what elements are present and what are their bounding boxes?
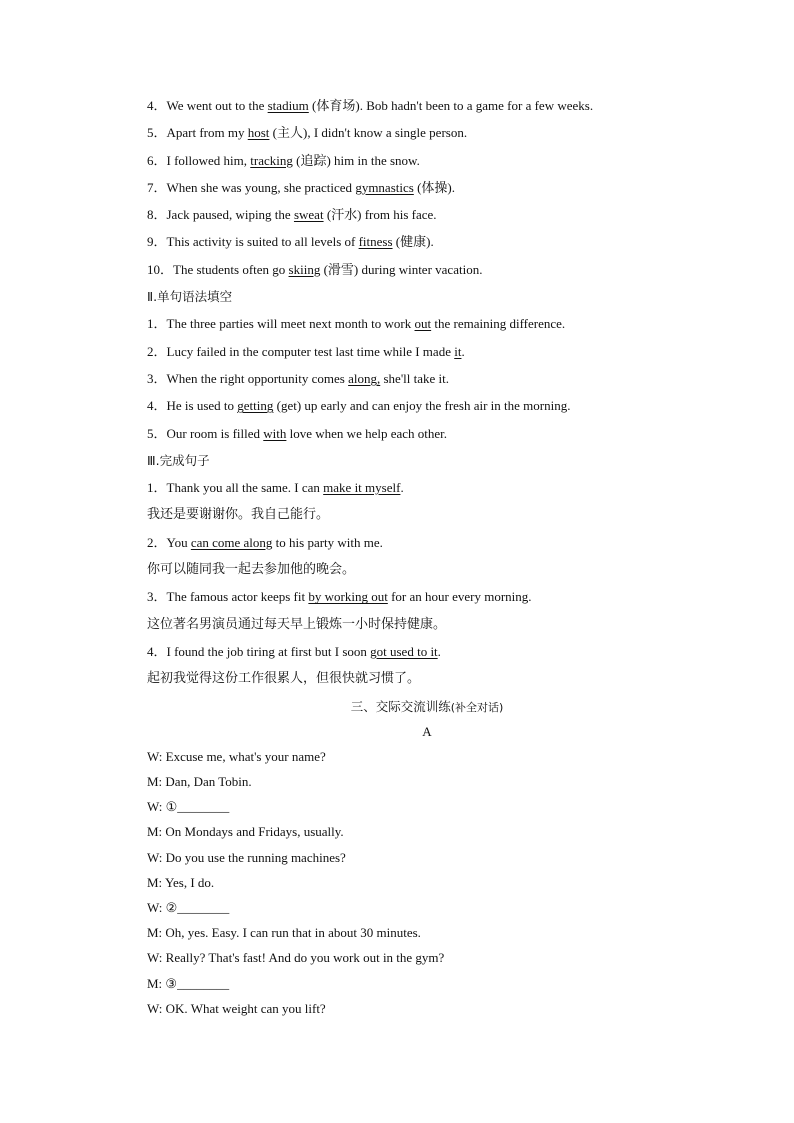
item-text: (滑雪) during winter vacation.	[320, 261, 483, 277]
grammar-item	[147, 365, 707, 392]
grammar-item	[147, 392, 707, 419]
item-text: 1．Thank you all the same. I can	[147, 480, 324, 496]
item-text: 7．When she was young, she practiced	[147, 179, 356, 195]
dialogue-line: M: Oh, yes. Easy. I can run that in about 30 minutes.	[147, 925, 421, 941]
item-text: 2．You	[147, 534, 191, 550]
item-text: 5．Apart from my	[147, 125, 248, 141]
dialogue-line: M: Dan, Dan Tobin.	[147, 774, 252, 790]
item-text: 2．Lucy failed in the computer test last time while I made	[147, 343, 455, 359]
grammar-item	[147, 338, 707, 365]
item-text: she'll take it.	[380, 370, 450, 386]
item-answer: gymnastics	[355, 179, 414, 195]
item-text: the remaining difference.	[431, 316, 566, 332]
item-answer: can come along	[190, 534, 273, 550]
grammar-item	[147, 310, 707, 337]
item-answer: tracking	[250, 152, 293, 168]
dialogue	[147, 744, 707, 1021]
chinese-translation: 这位著名男演员通过每天早上锻炼一小时保持健康。	[147, 616, 447, 632]
item-answer: with	[263, 425, 287, 441]
vocab-item	[147, 256, 707, 283]
item-text: 8．Jack paused, wiping the	[147, 207, 294, 223]
item-answer: got used to it	[370, 643, 438, 659]
sentence-item	[147, 583, 707, 610]
item-text: 9．This activity is suited to all levels of	[147, 234, 359, 250]
vocab-item	[147, 119, 707, 146]
vocab-item	[147, 174, 707, 201]
vocab-item	[147, 147, 707, 174]
item-text: for an hour every morning.	[387, 589, 532, 605]
sentence-item	[147, 474, 707, 501]
item-text: 4．I found the job tiring at first but I soon	[147, 643, 371, 659]
chinese-translation: 起初我觉得这份工作很累人，但很快就习惯了。	[147, 671, 421, 687]
grammar-item	[147, 420, 707, 447]
sentence-item	[147, 529, 707, 556]
worksheet-content	[147, 92, 707, 1021]
item-answer: sweat	[293, 207, 324, 223]
item-text: love when we help each other.	[286, 425, 448, 441]
item-text: .	[437, 643, 441, 659]
item-text: 3．When the right opportunity comes	[147, 370, 349, 386]
dialogue-label: A	[422, 723, 432, 739]
item-text: (体育场). Bob hadn't been to a game for a few weeks.	[308, 98, 594, 113]
sentence-item	[147, 638, 707, 665]
item-text: 3．The famous actor keeps fit	[147, 589, 309, 605]
item-answer: host	[247, 125, 270, 141]
item-text: 4．He is used to	[147, 398, 238, 414]
item-answer: stadium	[267, 98, 309, 113]
item-text: to his party with me.	[272, 534, 383, 550]
dialogue-line: W: Really? That's fast! And do you work out in the gym?	[147, 950, 445, 966]
item-text: 6．I followed him,	[147, 152, 251, 168]
vocab-item	[147, 92, 707, 119]
dialogue-line: W: ②________	[147, 899, 230, 915]
item-text: (主人), I didn't know a single person.	[269, 125, 468, 141]
chinese-translation: 你可以随同我一起去参加他的晚会。	[147, 562, 356, 578]
dialogue-line: M: Yes, I do.	[147, 874, 215, 890]
dialogue-line: W: Do you use the running machines?	[147, 849, 346, 865]
item-answer: out	[414, 316, 432, 332]
item-answer: by working out	[308, 589, 388, 605]
dialogue-line: M: On Mondays and Fridays, usually.	[147, 824, 344, 840]
item-text: .	[461, 343, 465, 359]
section-heading: Ⅲ.完成句子	[147, 452, 210, 468]
dialogue-line: W: Excuse me, what's your name?	[147, 748, 326, 764]
item-answer: make it myself	[323, 480, 401, 496]
item-text: .	[400, 480, 404, 496]
item-text: (汗水) from his face.	[323, 207, 437, 223]
item-text: (追踪) him in the snow.	[292, 152, 420, 168]
item-text: (get) up early and can enjoy the fresh air in the morning.	[273, 398, 571, 414]
item-text: (健康).	[392, 234, 434, 250]
vocab-item	[147, 228, 707, 255]
item-text: 10．The students often go	[147, 261, 289, 277]
item-answer: along,	[348, 370, 381, 386]
item-answer: it	[454, 343, 462, 359]
section-heading: Ⅱ.单句语法填空	[147, 289, 233, 305]
chinese-translation: 我还是要谢谢你。我自己能行。	[147, 507, 330, 523]
item-answer: fitness	[358, 234, 393, 250]
item-answer: getting	[237, 398, 274, 414]
dialogue-line: W: OK. What weight can you lift?	[147, 1000, 326, 1016]
item-text: 5．Our room is filled	[147, 425, 264, 441]
item-text: (体操).	[413, 179, 455, 195]
dialogue-line: W: ①________	[147, 799, 230, 815]
vocab-item	[147, 201, 707, 228]
part-title: 三、交际交流训练	[350, 698, 451, 714]
part-subtitle: (补全对话)	[450, 700, 504, 714]
item-text: 4．We went out to the	[147, 98, 268, 113]
dialogue-line: M: ③________	[147, 975, 230, 991]
item-answer: skiing	[288, 261, 321, 277]
part-heading	[147, 693, 707, 720]
item-text: 1．The three parties will meet next month to work	[147, 316, 415, 332]
